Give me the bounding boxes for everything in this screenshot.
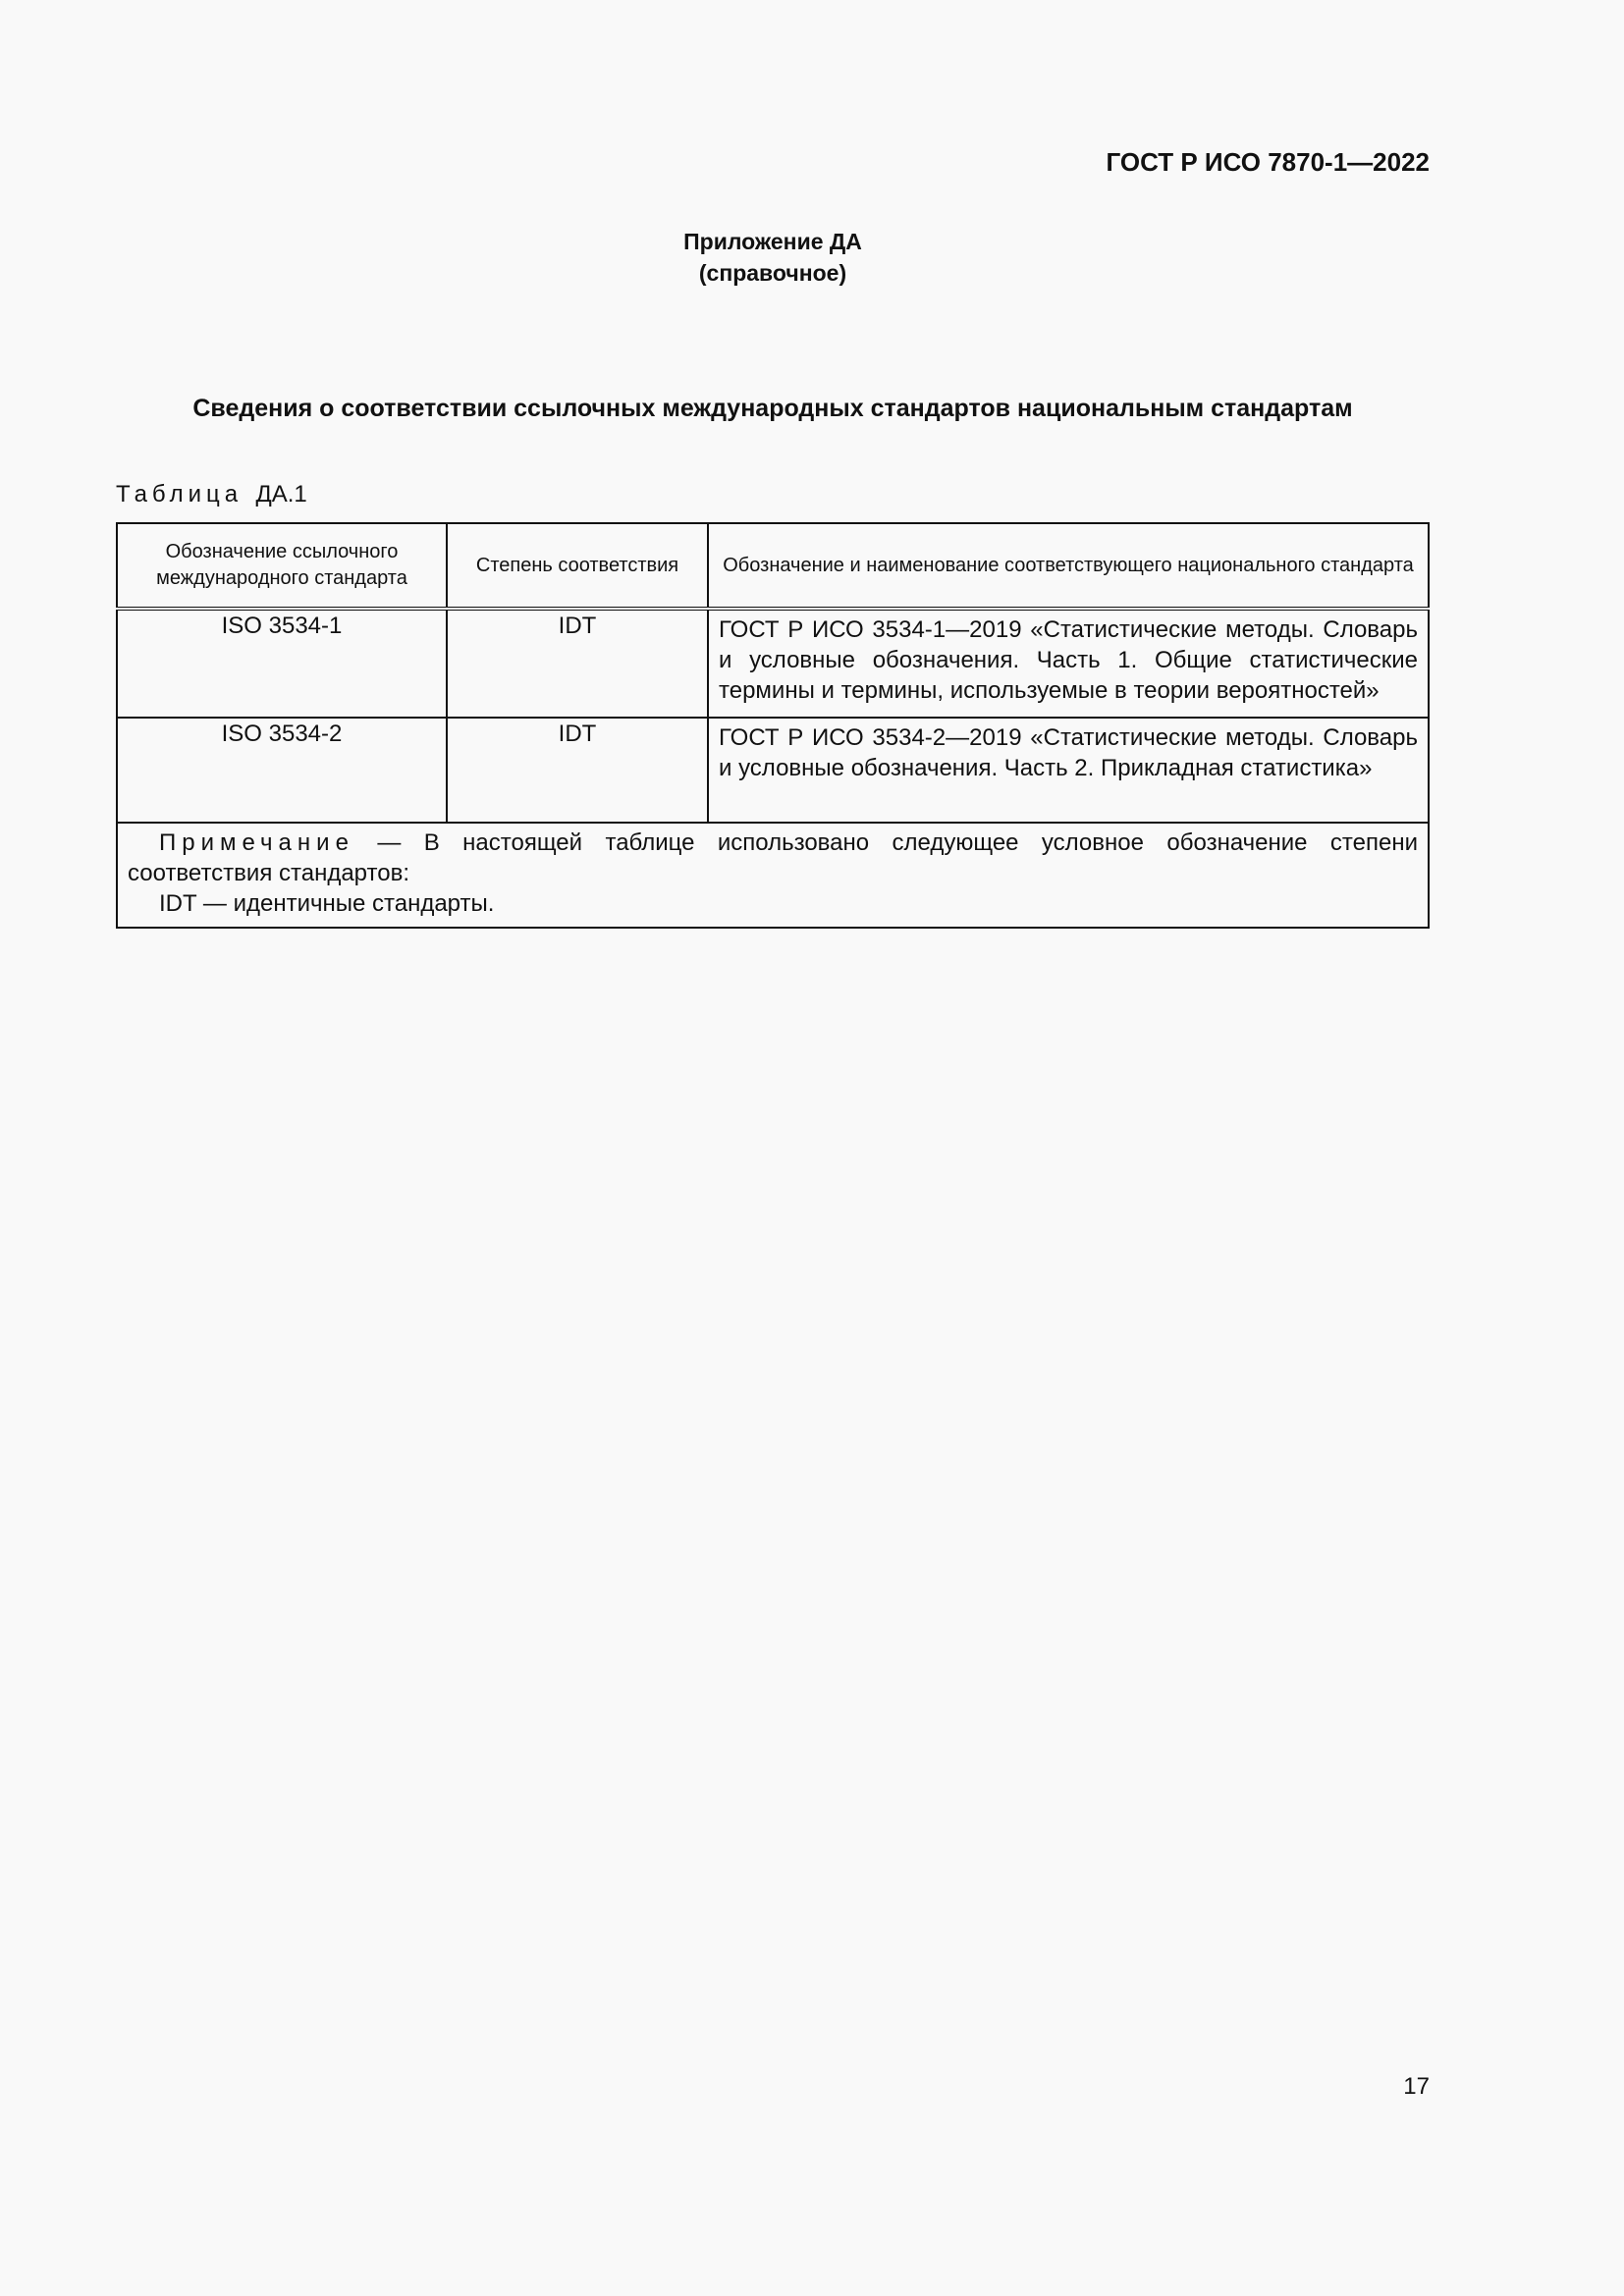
national-standard-cell: ГОСТ Р ИСО 3534-2—2019 «Статистические методы. Словарь и условные обозначения. Часть 2. Прикладная статистика» <box>708 718 1429 823</box>
table-header-row <box>117 523 1429 609</box>
header-cell: Степень соответствия <box>447 523 708 609</box>
note-text: — В настоящей таблице использовано следующее условное обозначение степени соответствия стандартов: <box>128 829 1418 886</box>
table-note <box>117 823 1429 928</box>
table-note-row <box>117 823 1429 928</box>
table-row <box>117 718 1429 823</box>
section-title: Сведения о соответствии ссылочных международных стандартов национальным стандартам <box>192 395 1353 422</box>
table-row <box>117 609 1429 718</box>
appendix-title: Приложение ДА <box>683 229 862 254</box>
header-cell: Обозначение и наименование соответствующего национального стандарта <box>708 523 1429 609</box>
correspondence-table <box>116 522 1430 929</box>
appendix-heading <box>0 226 1545 289</box>
table-label-number: ДА.1 <box>255 481 307 507</box>
table-label <box>116 481 307 508</box>
table-label-word: Таблица <box>116 481 244 507</box>
document-code: ГОСТ Р ИСО 7870-1—2022 <box>1106 147 1430 177</box>
international-standard-cell: ISO 3534-1 <box>117 609 447 718</box>
national-standard-cell: ГОСТ Р ИСО 3534-1—2019 «Статистические методы. Словарь и условные обозначения. Часть 1. Общие статистические термины и термины, используемые в теории вероятностей» <box>708 609 1429 718</box>
note-label: Примечание <box>159 829 354 856</box>
header-cell: Обозначение ссылочного международного стандарта <box>117 523 447 609</box>
appendix-subtitle: (справочное) <box>698 260 847 286</box>
degree-cell: IDT <box>447 609 708 718</box>
page-number: 17 <box>1403 2073 1430 2100</box>
note-line: IDT — идентичные стандарты. <box>159 890 495 917</box>
degree-cell: IDT <box>447 718 708 823</box>
international-standard-cell: ISO 3534-2 <box>117 718 447 823</box>
